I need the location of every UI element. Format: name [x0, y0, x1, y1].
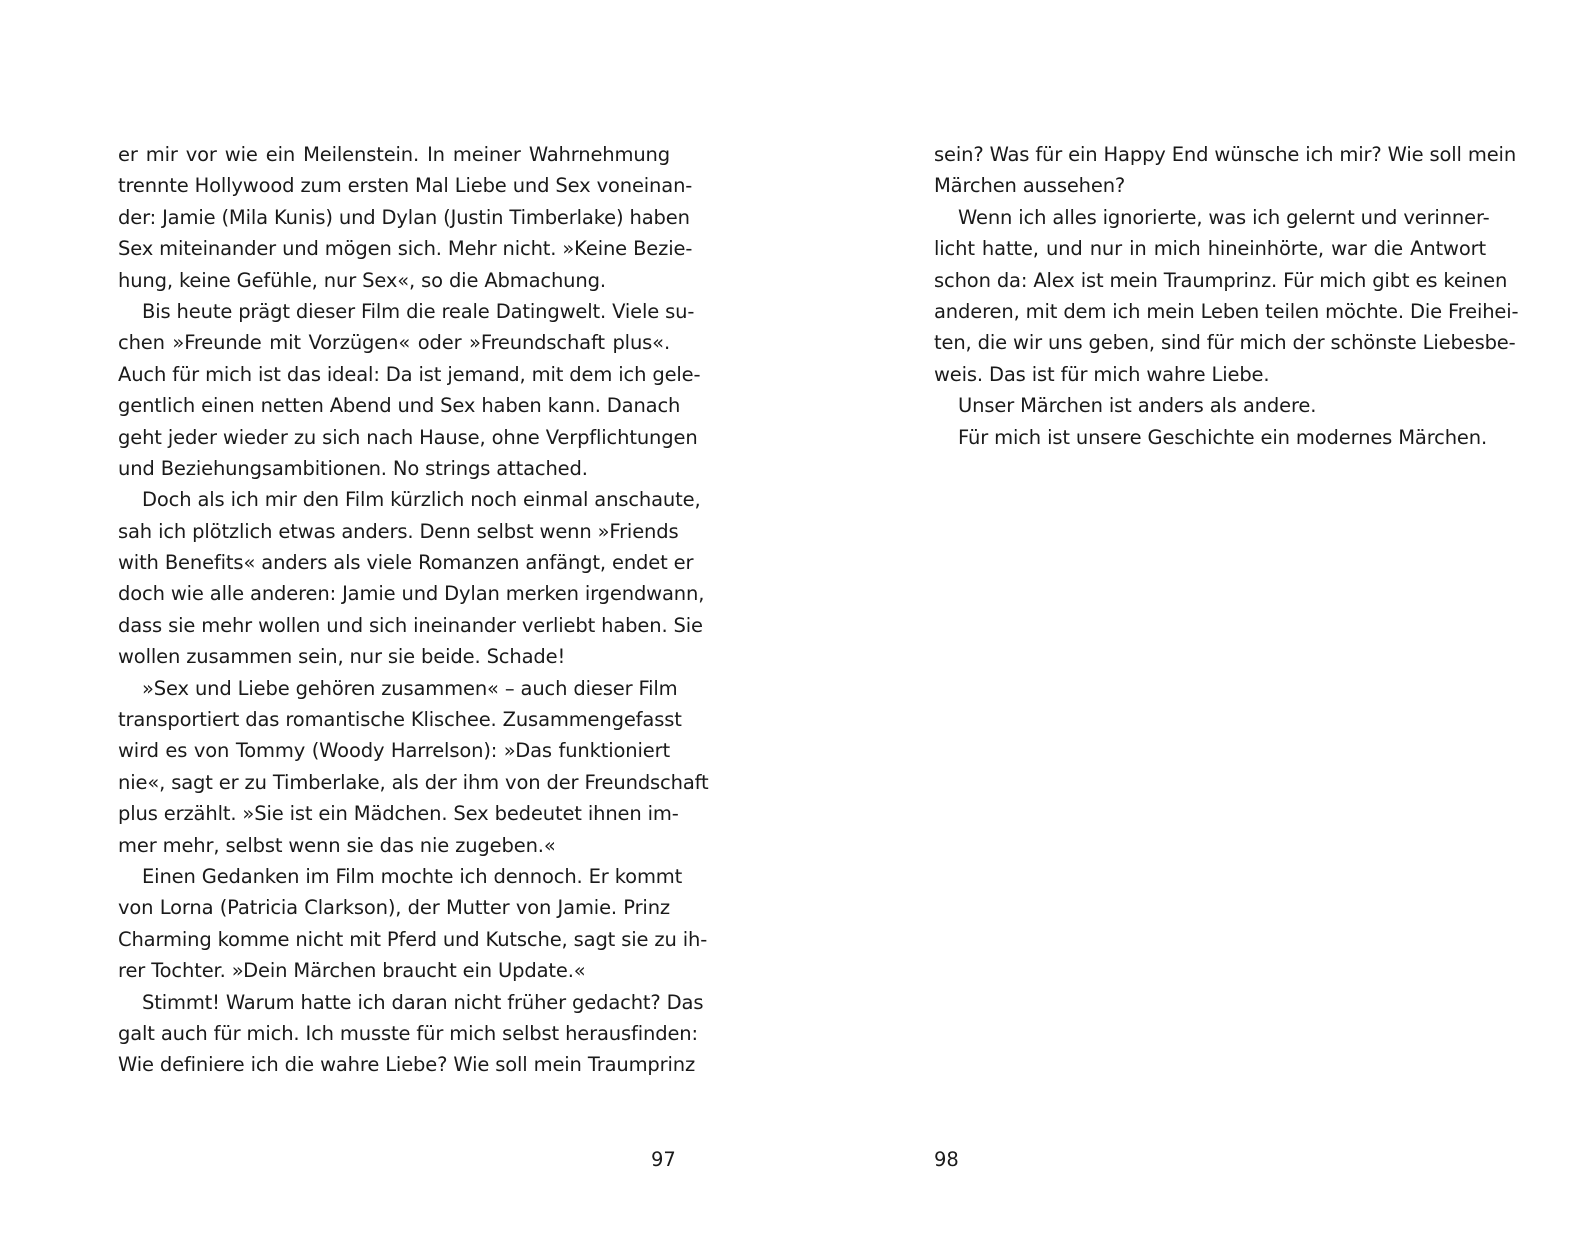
text-line: galt auch für mich. Ich musste für mich selbst herausfinden: — [118, 1021, 698, 1045]
text-line: Doch als ich mir den Film kürzlich noch einmal anschaute, — [142, 488, 701, 512]
text-line: schon da: Alex ist mein Traumprinz. Für mich gibt es keinen — [934, 268, 1508, 292]
page-number-right: 98 — [934, 1148, 959, 1171]
text-line: von Lorna (Patricia Clarkson), der Mutter von Jamie. Prinz — [118, 896, 670, 920]
text-line: hung, keine Gefühle, nur Sex«, so die Abmachung. — [118, 268, 606, 292]
text-line: sah ich plötzlich etwas anders. Denn selbst wenn »Friends — [118, 519, 679, 543]
text-line: nie«, sagt er zu Timberlake, als der ihm von der Freundschaft — [118, 770, 709, 794]
text-line: Märchen aussehen? — [934, 174, 1126, 198]
text-line: with Benefits« anders als viele Romanzen anfängt, endet er — [118, 551, 694, 575]
text-line: geht jeder wieder zu sich nach Hause, ohne Verpflichtungen — [118, 425, 698, 449]
text-line: sein? Was für ein Happy End wünsche ich mir? Wie soll mein — [934, 143, 1517, 166]
text-line: licht hatte, und nur in mich hineinhörte, war die Antwort — [934, 237, 1486, 261]
text-line: rer Tochter. »Dein Märchen braucht ein Update.« — [118, 959, 586, 983]
text-line: Für mich ist unsere Geschichte ein modernes Märchen. — [958, 425, 1488, 449]
page-number-left: 97 — [651, 1148, 676, 1171]
right-page-text — [934, 139, 1519, 453]
text-line: trennte Hollywood zum ersten Mal Liebe und Sex voneinan- — [118, 174, 693, 198]
text-line: dass sie mehr wollen und sich ineinander verliebt haben. Sie — [118, 613, 703, 637]
text-line: Sex miteinander und mögen sich. Mehr nicht. »Keine Bezie- — [118, 237, 693, 261]
text-line: Bis heute prägt dieser Film die reale Datingwelt. Viele su- — [142, 299, 695, 323]
text-line: doch wie alle anderen: Jamie und Dylan merken irgendwann, — [118, 582, 705, 606]
text-line: Wie definiere ich die wahre Liebe? Wie soll mein Traumprinz — [118, 1053, 696, 1077]
text-line: wird es von Tommy (Woody Harrelson): »Das funktioniert — [118, 739, 670, 763]
text-line: anderen, mit dem ich mein Leben teilen möchte. Die Freihei- — [934, 299, 1519, 323]
text-line: Charming komme nicht mit Pferd und Kutsche, sagt sie zu ih- — [118, 927, 708, 951]
text-line: Wenn ich alles ignorierte, was ich gelernt und verinner- — [958, 205, 1490, 229]
text-line: der: Jamie (Mila Kunis) und Dylan (Justin Timberlake) haben — [118, 205, 690, 229]
text-line: chen »Freunde mit Vorzügen« oder »Freundschaft plus«. — [118, 331, 670, 355]
text-line: wollen zusammen sein, nur sie beide. Schade! — [118, 645, 566, 669]
text-line: und Beziehungsambitionen. No strings attached. — [118, 456, 588, 480]
text-line: Unser Märchen ist anders als andere. — [958, 394, 1317, 418]
text-line: er mir vor wie ein Meilenstein. In meiner Wahrnehmung — [118, 143, 670, 166]
text-line: Stimmt! Warum hatte ich daran nicht früher gedacht? Das — [142, 990, 704, 1014]
text-line: ten, die wir uns geben, sind für mich der schönste Liebesbe- — [934, 331, 1516, 355]
text-line: mer mehr, selbst wenn sie das nie zugeben.« — [118, 833, 556, 857]
text-line: weis. Das ist für mich wahre Liebe. — [934, 362, 1270, 386]
left-page-text — [118, 139, 709, 1081]
text-line: plus erzählt. »Sie ist ein Mädchen. Sex bedeutet ihnen im- — [118, 802, 679, 826]
text-line: »Sex und Liebe gehören zusammen« – auch dieser Film — [142, 676, 678, 700]
text-line: Einen Gedanken im Film mochte ich dennoch. Er kommt — [142, 864, 683, 888]
text-line: gentlich einen netten Abend und Sex haben kann. Danach — [118, 394, 681, 418]
text-line: transportiert das romantische Klischee. Zusammengefasst — [118, 708, 682, 732]
text-line: Auch für mich ist das ideal: Da ist jemand, mit dem ich gele- — [118, 362, 701, 386]
